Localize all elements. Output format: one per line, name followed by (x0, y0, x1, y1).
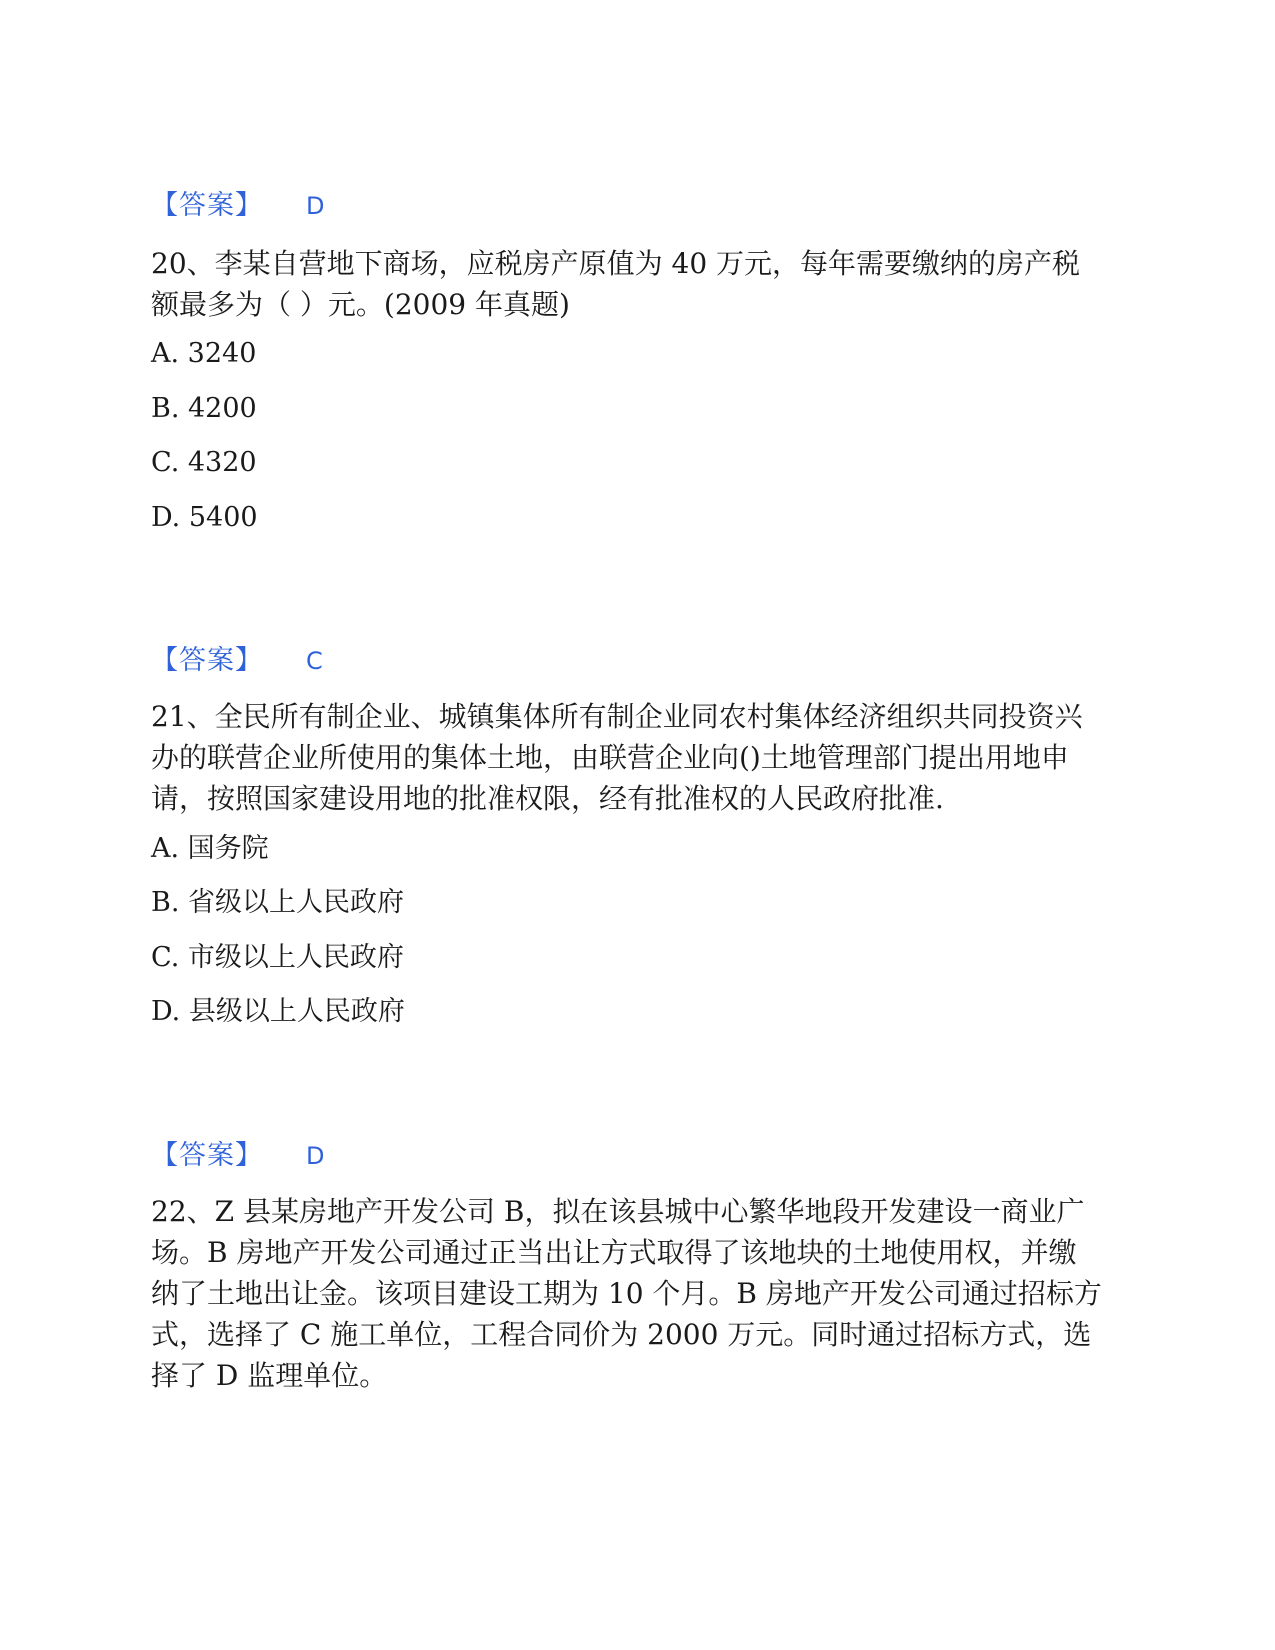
question-21 (151, 696, 1141, 819)
question-line: 额最多为（ ）元。(2009 年真题) (151, 288, 570, 321)
option-b: B. 4200 (151, 393, 257, 424)
question-line: 择了 D 监理单位。 (151, 1359, 388, 1392)
answer-letter: D (306, 1142, 325, 1170)
answer-letter: C (306, 647, 323, 675)
answer-label (151, 645, 323, 677)
question-22 (151, 1191, 1141, 1396)
option-b: B. 省级以上人民政府 (151, 887, 405, 918)
question-line: 21、全民所有制企业、城镇集体所有制企业同农村集体经济组织共同投资兴 (151, 700, 1083, 733)
option-a: A. 3240 (151, 338, 257, 369)
answer-tag: 【答案】 (151, 1140, 263, 1171)
option-d: D. 县级以上人民政府 (151, 996, 405, 1027)
option-a: A. 国务院 (151, 833, 269, 864)
answer-tag: 【答案】 (151, 190, 263, 221)
answer-label (151, 1140, 325, 1172)
question-line: 纳了土地出让金。该项目建设工期为 10 个月。B 房地产开发公司通过招标方 (151, 1277, 1102, 1310)
answer-label (151, 190, 325, 222)
option-c: C. 市级以上人民政府 (151, 942, 404, 973)
question-line: 式，选择了 C 施工单位，工程合同价为 2000 万元。同时通过招标方式，选 (151, 1318, 1092, 1351)
question-line: 22、Z 县某房地产开发公司 B，拟在该县城中心繁华地段开发建设一商业广 (151, 1195, 1085, 1228)
question-20 (151, 243, 1141, 325)
option-c: C. 4320 (151, 447, 257, 478)
question-line: 20、李某自营地下商场，应税房产原值为 40 万元，每年需要缴纳的房产税 (151, 247, 1081, 280)
option-d: D. 5400 (151, 502, 258, 533)
question-line: 场。B 房地产开发公司通过正当出让方式取得了该地块的土地使用权，并缴 (151, 1236, 1077, 1269)
question-line: 请，按照国家建设用地的批准权限，经有批准权的人民政府批准. (151, 782, 944, 815)
answer-tag: 【答案】 (151, 645, 263, 676)
answer-letter: D (306, 192, 325, 220)
question-line: 办的联营企业所使用的集体土地，由联营企业向()土地管理部门提出用地申 (151, 741, 1069, 774)
